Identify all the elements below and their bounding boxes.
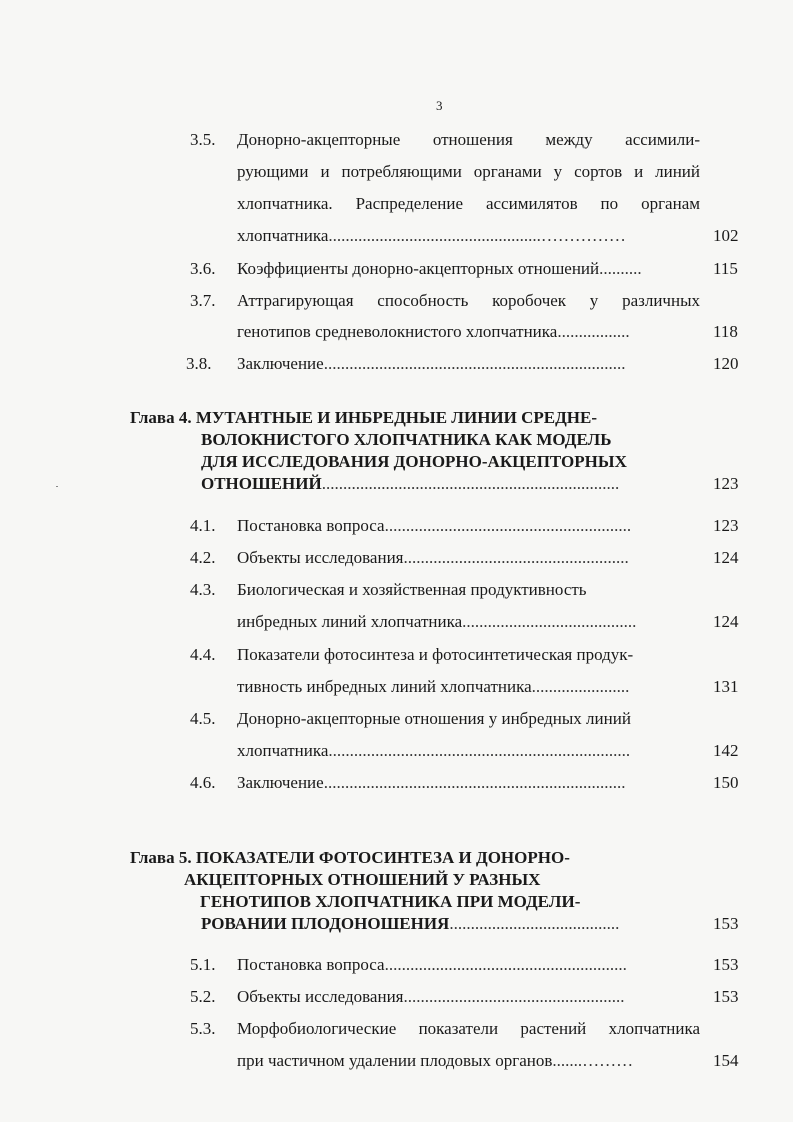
chapter-heading-line: ОТНОШЕНИЙ...................................................................... — [201, 474, 620, 493]
page-ref: 123 — [713, 516, 739, 535]
page-ref: 142 — [713, 741, 739, 760]
section-title-line: при частичном удалении плодовых органов.......……… — [237, 1051, 634, 1070]
dot-leader: ....................................................................... — [328, 741, 631, 760]
section-title-line: Донорно-акцепторные отношения у инбредных линий — [237, 709, 631, 728]
section-title-line: Донорно-акцепторные отношения между ассимили- — [237, 130, 700, 149]
section-title-line: Аттрагирующая способность коробочек у различных — [237, 291, 700, 310]
dot-leader: ....................................................................... — [323, 354, 626, 373]
section-title-line: Показатели фотосинтеза и фотосинтетическая продук- — [237, 645, 634, 664]
section-number: 5.2. — [190, 987, 216, 1006]
dot-leader: ..................................................... — [403, 548, 629, 567]
section-title-line: хлопчатника....................................................................... — [237, 741, 631, 760]
section-number: 4.3. — [190, 580, 216, 599]
dot-leader: ......................................... — [462, 612, 637, 631]
section-title-line: хлопчатника..................................................…………… — [237, 226, 626, 245]
section-title-line: Объекты исследования.................................................... — [237, 987, 625, 1006]
dot-leader: .......……… — [552, 1051, 634, 1070]
section-title-line: Заключение....................................................................... — [237, 354, 626, 373]
dot-leader: .......... — [599, 259, 642, 278]
dot-leader: ....................... — [531, 677, 630, 696]
section-number: 4.2. — [190, 548, 216, 567]
section-title-line: Морфобиологические показатели растений хлопчатника — [237, 1019, 700, 1038]
section-number: 3.5. — [190, 130, 216, 149]
chapter-heading-line: РОВАНИИ ПЛОДОНОШЕНИЯ........................................ — [201, 914, 620, 933]
chapter-heading-line: ГЕНОТИПОВ ХЛОПЧАТНИКА ПРИ МОДЕЛИ- — [200, 892, 581, 911]
chapter-heading-line: ВОЛОКНИСТОГО ХЛОПЧАТНИКА КАК МОДЕЛЬ — [201, 430, 612, 449]
section-number: 3.6. — [190, 259, 216, 278]
page-number: 3 — [436, 98, 443, 113]
page-ref: 102 — [713, 226, 739, 245]
section-number: 4.6. — [190, 773, 216, 792]
section-title-line: Объекты исследования..................................................... — [237, 548, 629, 567]
page-ref: 131 — [713, 677, 739, 696]
page-ref: 150 — [713, 773, 739, 792]
page-ref: 153 — [713, 987, 739, 1006]
dot-leader: .......................................................... — [384, 516, 632, 535]
chapter-heading-line: ДЛЯ ИССЛЕДОВАНИЯ ДОНОРНО-АКЦЕПТОРНЫХ — [201, 452, 627, 471]
page-ref: 154 — [713, 1051, 739, 1070]
dot-leader: ........................................ — [449, 914, 620, 933]
section-number: 3.7. — [190, 291, 216, 310]
page-ref: 153 — [713, 914, 739, 933]
section-title-line: инбредных линий хлопчатника......................................... — [237, 612, 637, 631]
dot-leader: ......................................................... — [384, 955, 627, 974]
dot-leader: ..................................................…………… — [328, 226, 626, 245]
section-number: 4.1. — [190, 516, 216, 535]
dot-leader: ...................................................................... — [321, 474, 620, 493]
page-ref: 115 — [713, 259, 738, 278]
dot-leader: .................................................... — [403, 987, 625, 1006]
section-title-line: Заключение....................................................................... — [237, 773, 626, 792]
section-title-line: Постановка вопроса.......................................................... — [237, 516, 632, 535]
page-ref: 120 — [713, 354, 739, 373]
page-ref: 124 — [713, 548, 739, 567]
section-number: 4.4. — [190, 645, 216, 664]
page-ref: 123 — [713, 474, 739, 493]
section-title-line: рующими и потребляющими органами у сортов и линий — [237, 162, 700, 181]
section-title-line: хлопчатника. Распределение ассимилятов по органам — [237, 194, 700, 213]
section-number: 3.8. — [186, 354, 212, 373]
dot-leader: ................. — [557, 322, 630, 341]
section-title-line: тивность инбредных линий хлопчатника....................... — [237, 677, 630, 696]
section-title-line: Биологическая и хозяйственная продуктивность — [237, 580, 587, 599]
scan-speck — [56, 486, 58, 487]
section-number: 5.1. — [190, 955, 216, 974]
page-ref: 153 — [713, 955, 739, 974]
page-ref: 118 — [713, 322, 738, 341]
section-title-line: Постановка вопроса......................................................... — [237, 955, 627, 974]
section-title-line: Коэффициенты донорно-акцепторных отношений.......... — [237, 259, 642, 278]
chapter-heading-line: Глава 4. МУТАНТНЫЕ И ИНБРЕДНЫЕ ЛИНИИ СРЕДНЕ- — [130, 408, 598, 427]
page-ref: 124 — [713, 612, 739, 631]
section-title-line: генотипов средневолокнистого хлопчатника................. — [237, 322, 630, 341]
section-number: 4.5. — [190, 709, 216, 728]
chapter-heading-line: Глава 5. ПОКАЗАТЕЛИ ФОТОСИНТЕЗА И ДОНОРНО- — [130, 848, 570, 867]
dot-leader: ....................................................................... — [323, 773, 626, 792]
section-number: 5.3. — [190, 1019, 216, 1038]
chapter-heading-line: АКЦЕПТОРНЫХ ОТНОШЕНИЙ У РАЗНЫХ — [184, 870, 541, 889]
